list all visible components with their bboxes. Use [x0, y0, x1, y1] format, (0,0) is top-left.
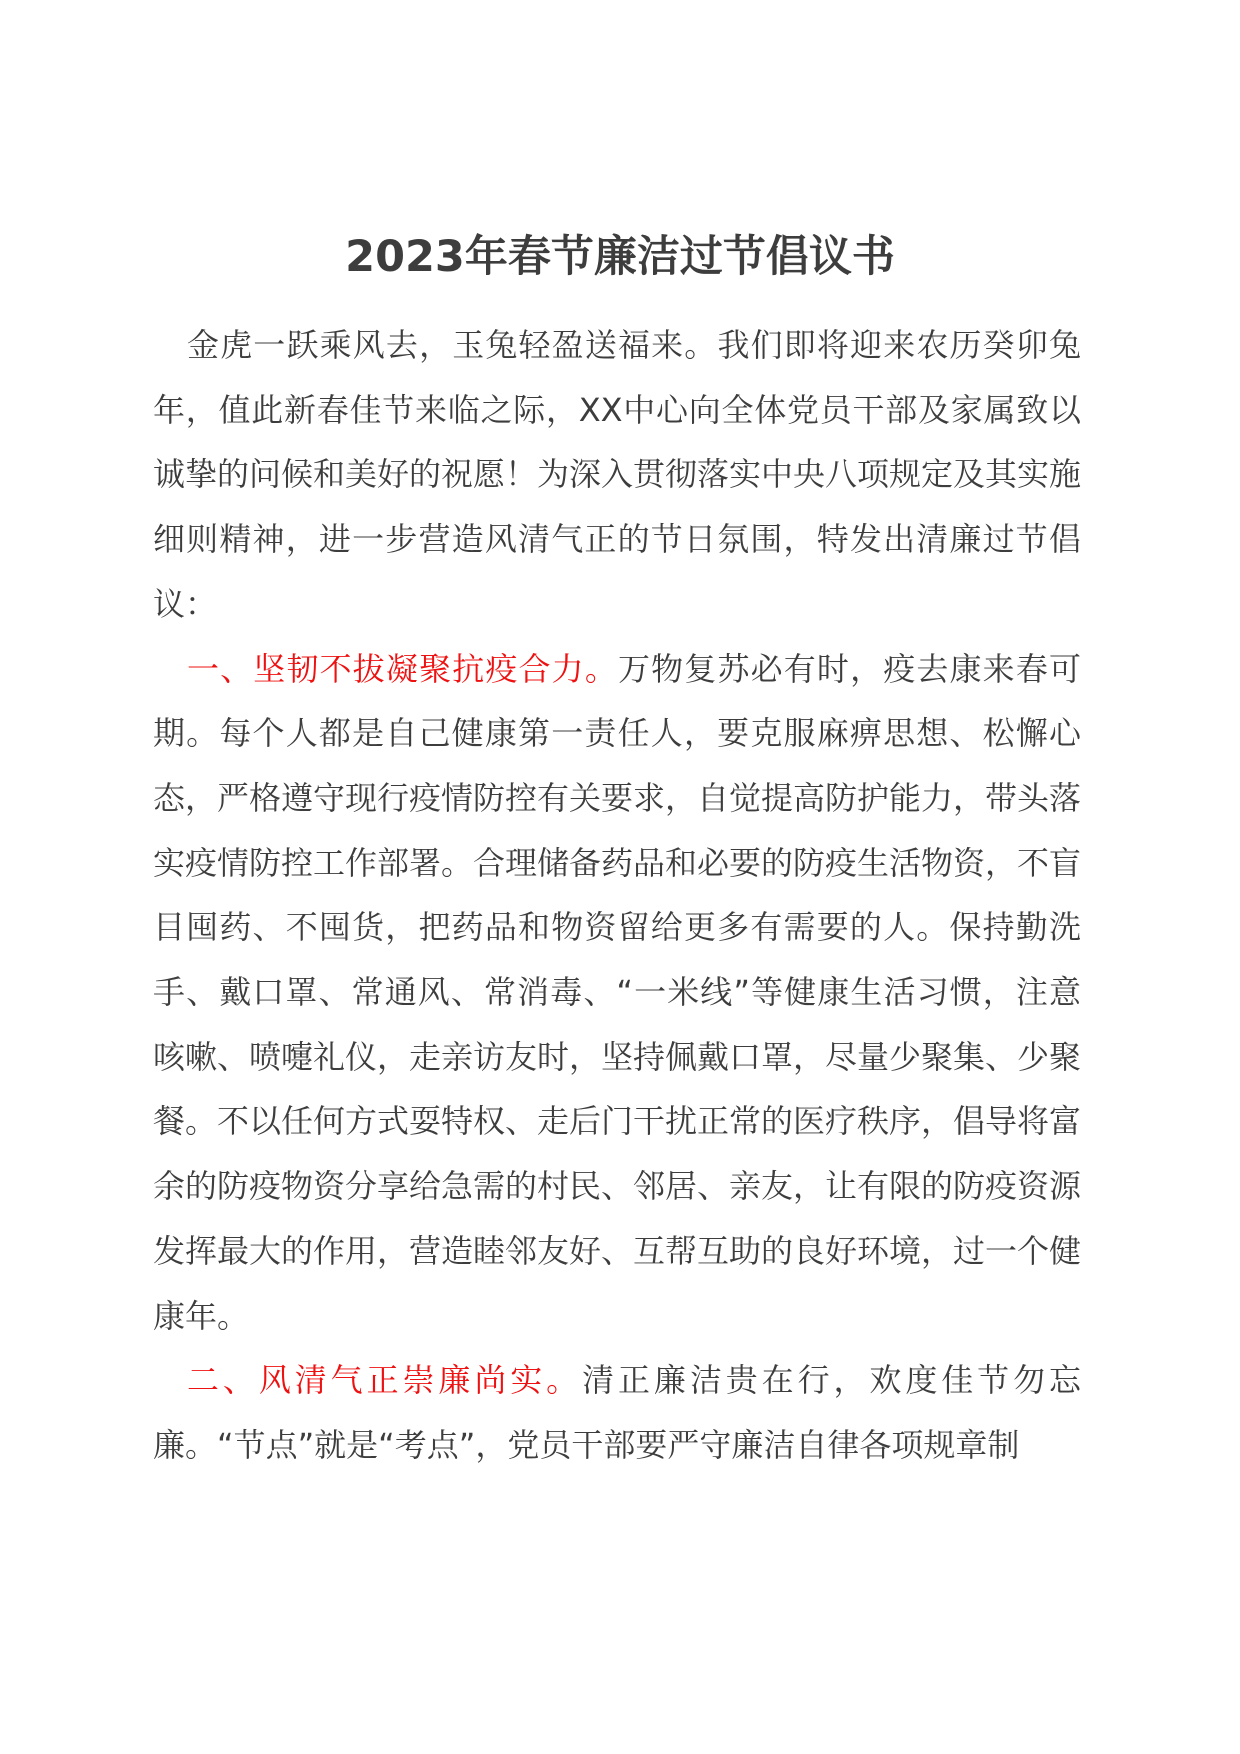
- document-body: [153, 313, 1081, 1478]
- intro-paragraph: [153, 313, 1081, 637]
- paragraph-text: 清正廉洁贵在行，欢度佳节勿忘廉。“节点”就是“考点”，党员干部要严守廉洁自律各项规章制: [153, 1361, 1081, 1464]
- paragraph-text: 万物复苏必有时，疫去康来春可期。每个人都是自己健康第一责任人，要克服麻痹思想、松懈心态，严格遵守现行疫情防控有关要求，自觉提高防护能力，带头落实疫情防控工作部署。合理储备药品和必要的防疫生活物资，不盲目囤药、不囤货，把药品和物资留给更多有需要的人。保持勤洗手、戴口罩、常通风、常消毒、“一米线”等健康生活习惯，注意咳嗽、喷嚏礼仪，走亲访友时，坚持佩戴口罩，尽量少聚集、少聚餐。不以任何方式耍特权、走后门干扰正常的医疗秩序，倡导将富余的防疫物资分享给急需的村民、邻居、亲友，让有限的防疫资源发挥最大的作用，营造睦邻友好、互帮互助的良好环境，过一个健康年。: [153, 649, 1082, 1335]
- paragraph-text: 金虎一跃乘风去，玉兔轻盈送福来。我们即将迎来农历癸卯兔年，值此新春佳节来临之际，XX中心向全体党员干部及家属致以诚挚的问候和美好的祝愿！为深入贯彻落实中央八项规定及其实施细则精神，进一步营造风清气正的节日氛围，特发出清廉过节倡议：: [153, 326, 1082, 623]
- section-one-paragraph: [153, 637, 1081, 1349]
- section-two-heading: 二、风清气正崇廉尚实。: [187, 1361, 583, 1400]
- section-two-paragraph: [153, 1348, 1081, 1477]
- document-title: 2023年春节廉洁过节倡议书: [345, 232, 895, 282]
- section-one-heading: 一、坚韧不拔凝聚抗疫合力。: [187, 649, 618, 688]
